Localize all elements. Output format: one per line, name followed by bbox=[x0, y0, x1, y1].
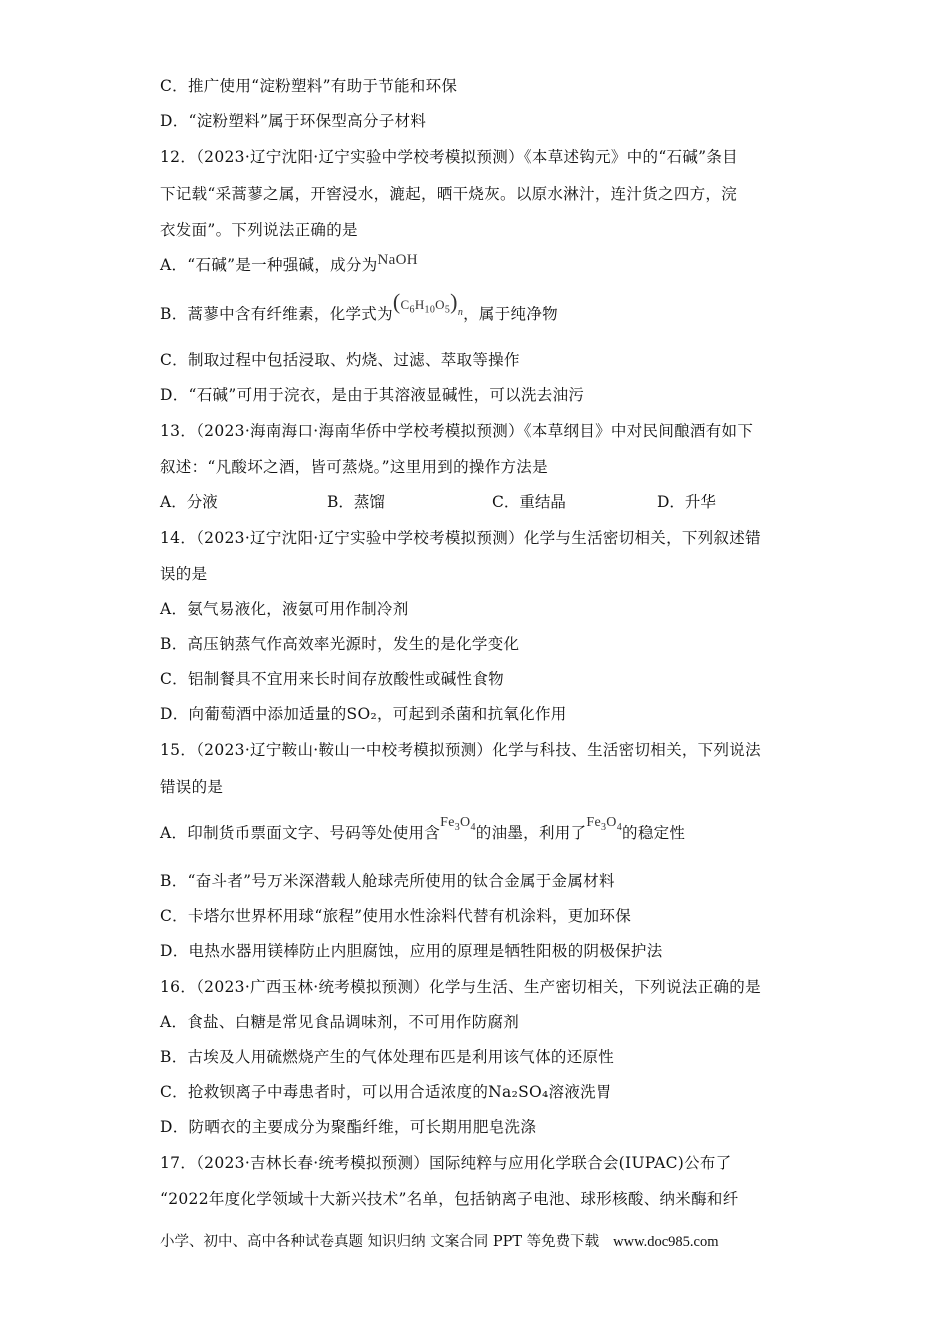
question-14-line2: 误的是 bbox=[160, 565, 208, 583]
option-13c: C．重结晶 bbox=[492, 493, 566, 511]
option-11c: C．推广使用“淀粉塑料”有助于节能和环保 bbox=[160, 77, 458, 95]
question-17-line2: “2022年度化学领域十大新兴技术”名单，包括钠离子电池、球形核酸、纳米酶和纤 bbox=[160, 1190, 739, 1208]
option-16d: D．防晒衣的主要成分为聚酯纤维，可长期用肥皂洗涤 bbox=[160, 1118, 537, 1136]
option-15a-mid: 的油墨，利用了 bbox=[475, 824, 587, 842]
question-13-line2: 叙述：“凡酸坏之酒，皆可蒸烧。”这里用到的操作方法是 bbox=[160, 458, 548, 476]
option-12a-text: A．“石碱”是一种强碱，成分为 bbox=[160, 256, 378, 274]
option-14c: C．铝制餐具不宜用来长时间存放酸性或碱性食物 bbox=[160, 670, 504, 688]
page-footer bbox=[160, 1230, 719, 1251]
option-12b: B．蒿蓼中含有纤维素，化学式为$(^{C_6H_{10}O_5})^n$，属于纯净物 bbox=[160, 289, 558, 323]
option-12d: D．“石碱”可用于浣衣，是由于其溶液显碱性，可以洗去油污 bbox=[160, 386, 585, 404]
option-13a: A．分液 bbox=[160, 493, 218, 511]
option-12c: C．制取过程中包括浸取、灼烧、过滤、萃取等操作 bbox=[160, 351, 520, 369]
footer-text: 小学、初中、高中各种试卷真题 知识归纳 文案合同 PPT 等免费下载 bbox=[160, 1234, 600, 1250]
question-12-line2: 下记载“采蒿蓼之属，开窖浸水，漉起，晒干烧灰。以原水淋汁，连汁货之四方，浣 bbox=[160, 185, 738, 203]
question-13-line1: 13．（2023·海南海口·海南华侨中学校考模拟预测）《本草纲目》中对民间酿酒有如下 bbox=[160, 422, 754, 440]
question-14-line1: 14．（2023·辽宁沈阳·辽宁实验中学校考模拟预测）化学与生活密切相关，下列叙述错 bbox=[160, 529, 761, 547]
option-16b: B．古埃及人用硫燃烧产生的气体处理布匹是利用该气体的还原性 bbox=[160, 1048, 615, 1066]
option-14d: D．向葡萄酒中添加适量的SO₂，可起到杀菌和抗氧化作用 bbox=[160, 705, 567, 723]
option-15a-pre: A．印制货币票面文字、号码等处使用含 bbox=[160, 824, 441, 842]
option-12a bbox=[160, 254, 418, 277]
option-15a bbox=[160, 815, 686, 851]
question-13-options bbox=[160, 491, 716, 513]
question-15-line2: 错误的是 bbox=[160, 778, 224, 796]
option-16a: A．食盐、白糖是常见食品调味剂，不可用作防腐剂 bbox=[160, 1013, 520, 1031]
footer-url[interactable]: www.doc985.com bbox=[613, 1234, 719, 1250]
option-15a-post: 的稳定性 bbox=[622, 824, 686, 842]
option-11d: D．“淀粉塑料”属于环保型高分子材料 bbox=[160, 112, 427, 130]
question-16-line1: 16．（2023·广西玉林·统考模拟预测）化学与生活、生产密切相关，下列说法正确的是 bbox=[160, 978, 761, 996]
question-12-line3: 衣发面”。下列说法正确的是 bbox=[160, 221, 358, 239]
question-17-line1: 17．（2023·吉林长春·统考模拟预测）国际纯粹与应用化学联合会(IUPAC)公布了 bbox=[160, 1154, 732, 1172]
option-12b-post: ，属于纯净物 bbox=[463, 305, 558, 323]
option-14a: A．氨气易液化，液氨可用作制冷剂 bbox=[160, 600, 409, 618]
option-15b: B．“奋斗者”号万米深潜载人舱球壳所使用的钛合金属于金属材料 bbox=[160, 872, 615, 890]
option-16c: C．抢救钡离子中毒患者时，可以用合适浓度的Na₂SO₄溶液洗胃 bbox=[160, 1083, 612, 1101]
option-15d: D．电热水器用镁棒防止内胆腐蚀，应用的原理是牺牲阳极的阴极保护法 bbox=[160, 942, 663, 960]
cellulose-formula: ( bbox=[392, 289, 401, 314]
option-13b: B．蒸馏 bbox=[327, 493, 385, 511]
fe3o4-formula-2: $Fe_3O_4$ bbox=[586, 815, 623, 833]
option-13d: D．升华 bbox=[657, 493, 716, 511]
question-15-line1: 15．（2023·辽宁鞍山·鞍山一中校考模拟预测）化学与科技、生活密切相关，下列说法 bbox=[160, 741, 761, 759]
fe3o4-formula-1: $Fe_3O_4$ bbox=[440, 815, 476, 833]
option-14b: B．高压钠蒸气作高效率光源时，发生的是化学变化 bbox=[160, 635, 520, 653]
question-12-line1: 12．（2023·辽宁沈阳·辽宁实验中学校考模拟预测）《本草述钩元》中的“石碱”条目 bbox=[160, 148, 738, 166]
naoh-formula: NaOH bbox=[377, 252, 418, 268]
option-15c: C．卡塔尔世界杯用球“旅程”使用水性涂料代替有机涂料，更加环保 bbox=[160, 907, 632, 925]
option-12b-pre: B．蒿蓼中含有纤维素，化学式为 bbox=[160, 305, 393, 323]
